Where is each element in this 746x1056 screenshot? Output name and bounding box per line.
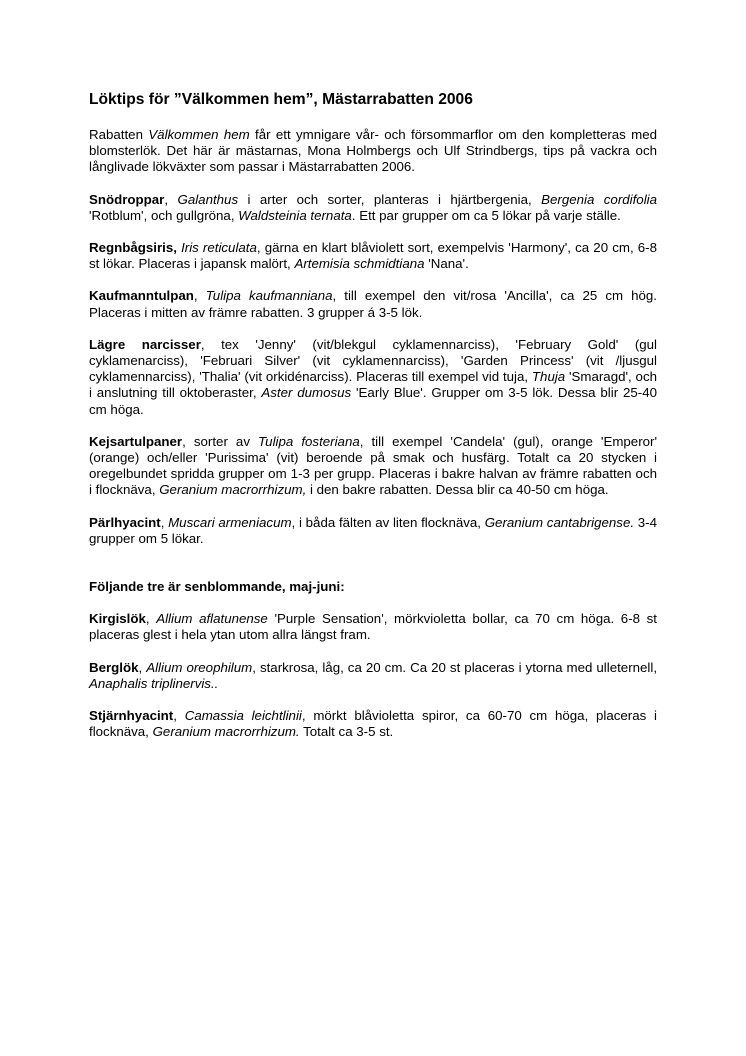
paragraph-kirgislok xyxy=(89,611,657,643)
text: , xyxy=(164,191,178,207)
latin-name: Allium aflatunense xyxy=(156,611,268,627)
text: , mörkt blåvioletta spiror, ca 60-70 cm höga, placeras i flocknäva, xyxy=(89,708,657,740)
latin-name: Bergenia cordifolia xyxy=(541,191,658,207)
bulb-name: Stjärnhyacint xyxy=(89,708,174,724)
text: , till exempel den vit/rosa 'Ancilla', ca 25 cm hög. Placeras i mitten av främre rabatten. 3 grupper á 3-5 lök. xyxy=(89,288,657,320)
text: . Ett par grupper om ca 5 lökar på varje ställe. xyxy=(351,207,621,223)
text: , xyxy=(193,288,206,304)
text: , starkrosa, låg, ca 20 cm. Ca 20 st placeras i ytorna med ulleternell, xyxy=(252,659,658,675)
bulb-name: Regnbågsiris, xyxy=(89,240,177,256)
text: , i båda fälten av liten flocknäva, xyxy=(291,514,485,530)
paragraph-parlhyacint xyxy=(89,515,657,547)
text: , xyxy=(138,659,147,675)
text: , xyxy=(160,514,169,530)
text: , sorter av xyxy=(182,433,259,449)
latin-name: Geranium macrorrhizum, xyxy=(159,482,307,498)
latin-name: Anaphalis triplinervis.. xyxy=(89,675,219,691)
paragraph-stjarnhyacint xyxy=(89,708,657,740)
text: i den bakre rabatten. Dessa blir ca 40-50 cm höga. xyxy=(306,482,609,498)
intro-paragraph xyxy=(89,127,657,176)
document-title: Löktips för ”Välkommen hem”, Mästarrabatten 2006 xyxy=(89,91,473,108)
paragraph-berglok xyxy=(89,660,657,692)
text: , tex 'Jenny' (vit/blekgul cyklamennarciss), 'February Gold' (gul cyklamenarciss), 'Februari Silver' (vit cyklamennarciss), 'Garden Princess' (vit /ljusgul cyklamennarciss), 'Thalia' (vit orkidénarciss). Placeras till exempel vid tuja, xyxy=(89,336,657,385)
paragraph-kejsartulpaner xyxy=(89,434,657,499)
text: 'Smaragd', och i anslutning till oktoberaster, xyxy=(89,369,657,401)
bulb-name: Berglök xyxy=(89,659,139,675)
text: 'Purple Sensation', mörkvioletta bollar, ca 70 cm höga. 6-8 st placeras glest i hela ytan utom allra längst fram. xyxy=(89,611,657,643)
paragraph-narcisser xyxy=(89,337,657,418)
latin-name: Tulipa fosteriana xyxy=(258,433,360,449)
text: , xyxy=(145,611,157,627)
bulb-name: Kaufmanntulpan xyxy=(89,288,194,304)
text: 3-4 grupper om 5 lökar. xyxy=(89,514,657,546)
bulb-name: Kejsartulpaner xyxy=(89,433,183,449)
text: , xyxy=(173,708,185,724)
latin-name: Camassia leichtlinii xyxy=(184,708,302,724)
text: , gärna en klart blåviolett sort, exempelvis 'Harmony', ca 20 cm, 6-8 st lökar. Placeras i japansk malört, xyxy=(89,240,657,272)
section-subheading: Följande tre är senblommande, maj-juni: xyxy=(89,579,345,595)
latin-name: Tulipa kaufmanniana xyxy=(205,288,333,304)
text: 'Rotblum', och gullgröna, xyxy=(89,207,239,223)
latin-name: Iris reticulata xyxy=(181,240,257,256)
bulb-name: Snödroppar xyxy=(89,191,165,207)
paragraph-regnbagsiris xyxy=(89,240,657,272)
text: 'Nana'. xyxy=(424,256,469,272)
paragraph-kaufmanntulpan xyxy=(89,288,657,320)
text: Rabatten xyxy=(89,127,149,142)
latin-name: Thuja xyxy=(531,369,566,385)
latin-name: Geranium macrorrhizum. xyxy=(152,724,300,740)
text: Totalt ca 3-5 st. xyxy=(299,724,394,740)
italic-text: Välkommen hem xyxy=(148,127,250,142)
paragraph-snodroppar xyxy=(89,192,657,224)
latin-name: Geranium cantabrigense. xyxy=(484,514,635,530)
text: , till exempel 'Candela' (gul), orange 'Emperor' (orange) och/eller 'Purissima' (vit) beroende på smak och husfärg. Totalt ca 20 stycken i oregelbundet spridda grupper om 1-3 per grupp. Placeras i bakre halvan av främre rabatten och i flocknäva, xyxy=(89,433,657,498)
bulb-name: Kirgislök xyxy=(89,611,146,627)
latin-name: Waldsteinia ternata xyxy=(238,207,352,223)
bulb-name: Lägre narcisser xyxy=(89,336,201,352)
document-page xyxy=(89,90,657,756)
text: i arter och sorter, planteras i hjärtbergenia, xyxy=(238,191,542,207)
latin-name: Allium oreophilum xyxy=(146,659,253,675)
latin-name: Aster dumosus xyxy=(261,385,352,401)
latin-name: Artemisia schmidtiana xyxy=(294,256,425,272)
text: får ett ymnigare vår- och försommarflor om den kompletteras med blomsterlök. Det här är mästarnas, Mona Holmbergs och Ulf Strindbergs, tips på vackra och långlivade lökväxter som passar i Mästarrabatten 2006. xyxy=(89,127,658,175)
latin-name: Galanthus xyxy=(177,191,239,207)
latin-name: Muscari armeniacum xyxy=(168,514,292,530)
bulb-name: Pärlhyacint xyxy=(89,514,161,530)
text: 'Early Blue'. Grupper om 3-5 lök. Dessa blir 25-40 cm höga. xyxy=(89,385,657,417)
